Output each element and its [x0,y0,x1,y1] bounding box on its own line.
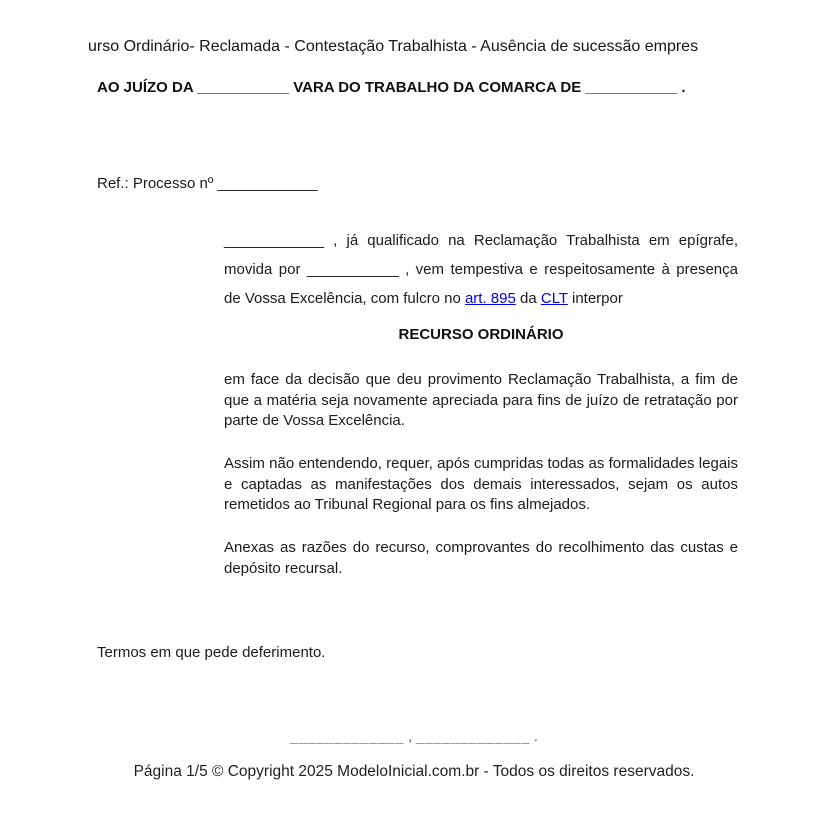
link-clt[interactable]: CLT [540,290,568,307]
body-paragraph: Anexas as razões do recurso, comprovantes do recolhimento das custas e depósito recursal. [224,539,738,577]
signature-line [0,728,828,744]
process-reference-line: Ref.: Processo nº ____________ [97,175,318,192]
document-header-title [88,38,738,60]
recurso-ordinario-heading: RECURSO ORDINÁRIO [398,326,564,343]
body-paragraph: em face da decisão que deu provimento Reclamação Trabalhista, a fim de que a matéria seja novamente apreciada para fins de juízo de retratação por parte de Vossa Excelência. [224,371,738,429]
signature-place-blank: _____________ [290,728,405,744]
intro-text-part2: da [515,290,541,307]
addressing-line: AO JUÍZO DA ___________ VARA DO TRABALHO DA COMARCA DE ___________ . [97,79,686,96]
intro-text-part1: ____________ , já qualificado na Reclamação Trabalhista em epígrafe, movida por ___________ , vem tempestiva e respeitosamente à presença de Vossa Excelência, com fulcro no [224,232,738,307]
signature-date-blank: _____________ [415,728,531,744]
signature-period: . [530,728,538,744]
page-footer-copyright: Página 1/5 © Copyright 2025 ModeloInicial.com.br - Todos os direitos reservados. [133,763,695,780]
intro-paragraph [224,226,738,313]
link-art-895[interactable]: art. 895 [464,290,516,307]
intro-text-part3: interpor [567,290,623,307]
document-header-title-text: urso Ordinário- Reclamada - Contestação Trabalhista - Ausência de sucessão empres [88,38,699,55]
signature-comma: , [404,728,416,744]
closing-line: Termos em que pede deferimento. [97,644,326,661]
body-paragraph: Assim não entendendo, requer, após cumpridas todas as formalidades legais e captadas as manifestações dos demais interessados, sejam os autos remetidos ao Tribunal Regional para os fins almejados. [224,455,738,513]
